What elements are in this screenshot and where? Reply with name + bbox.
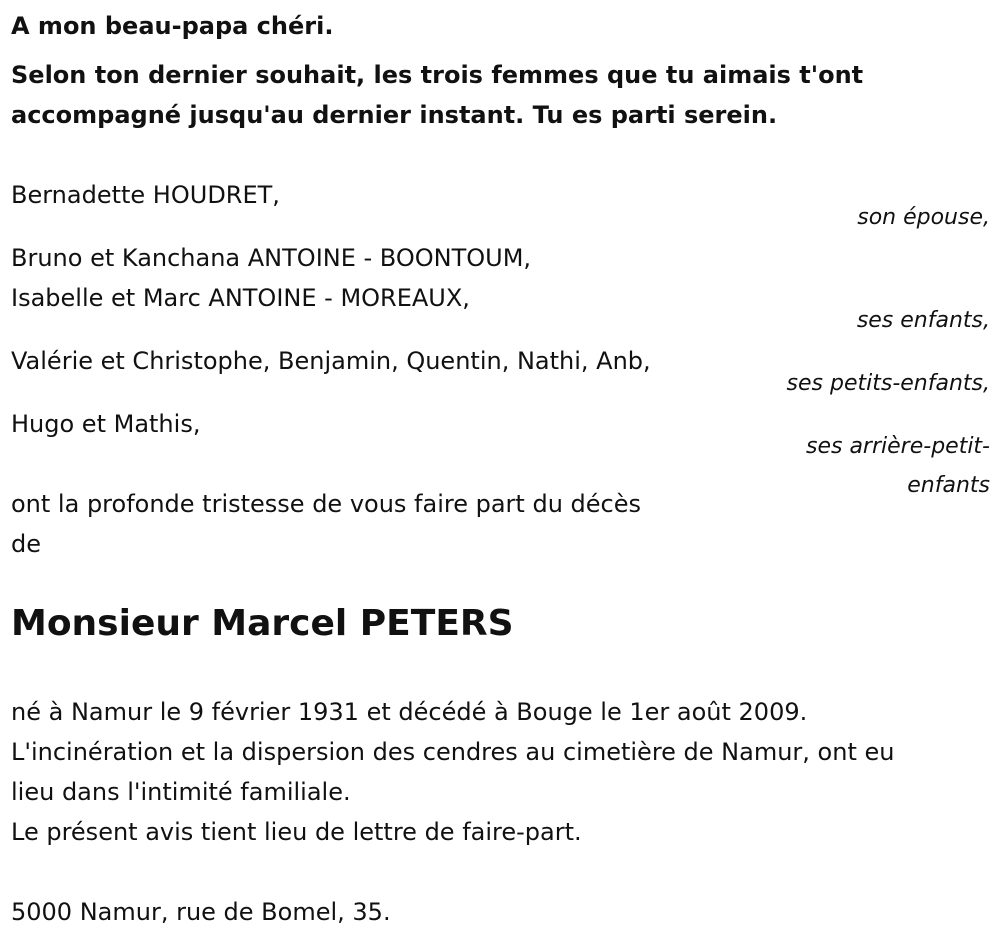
dedication: A mon beau-papa chéri. <box>11 12 334 40</box>
deceased-name: Monsieur Marcel PETERS <box>11 603 514 644</box>
ceremony-line-2: lieu dans l'intimité familiale. <box>11 778 351 806</box>
greatgrandchildren-role-line-2: enfants <box>907 473 990 498</box>
message-line-1: Selon ton dernier souhait, les trois femmes que tu aimais t'ont <box>11 61 864 89</box>
announcement-line-2: de <box>11 530 41 558</box>
message-line-2: accompagné jusqu'au dernier instant. Tu es parti serein. <box>11 101 778 129</box>
announcement-line-1: ont la profonde tristesse de vous faire part du décès <box>11 490 641 518</box>
spouse-name: Bernadette HOUDRET, <box>11 181 280 209</box>
greatgrandchildren-role-line-1: ses arrière-petit- <box>806 434 990 459</box>
greatgrandchildren-names: Hugo et Mathis, <box>11 410 201 438</box>
children-role: ses enfants, <box>856 308 990 333</box>
ceremony-line-1: L'incinération et la dispersion des cendres au cimetière de Namur, ont eu <box>11 738 895 766</box>
birth-death-line: né à Namur le 9 février 1931 et décédé à Bouge le 1er août 2009. <box>11 698 808 726</box>
children-line-2: Isabelle et Marc ANTOINE - MOREAUX, <box>11 284 470 312</box>
grandchildren-names: Valérie et Christophe, Benjamin, Quentin, Nathi, Anb, <box>11 347 651 375</box>
spouse-role: son épouse, <box>857 205 990 230</box>
notice-line: Le présent avis tient lieu de lettre de faire-part. <box>11 818 582 846</box>
grandchildren-role: ses petits-enfants, <box>786 371 990 396</box>
address: 5000 Namur, rue de Bomel, 35. <box>11 898 391 926</box>
children-line-1: Bruno et Kanchana ANTOINE - BOONTOUM, <box>11 244 532 272</box>
